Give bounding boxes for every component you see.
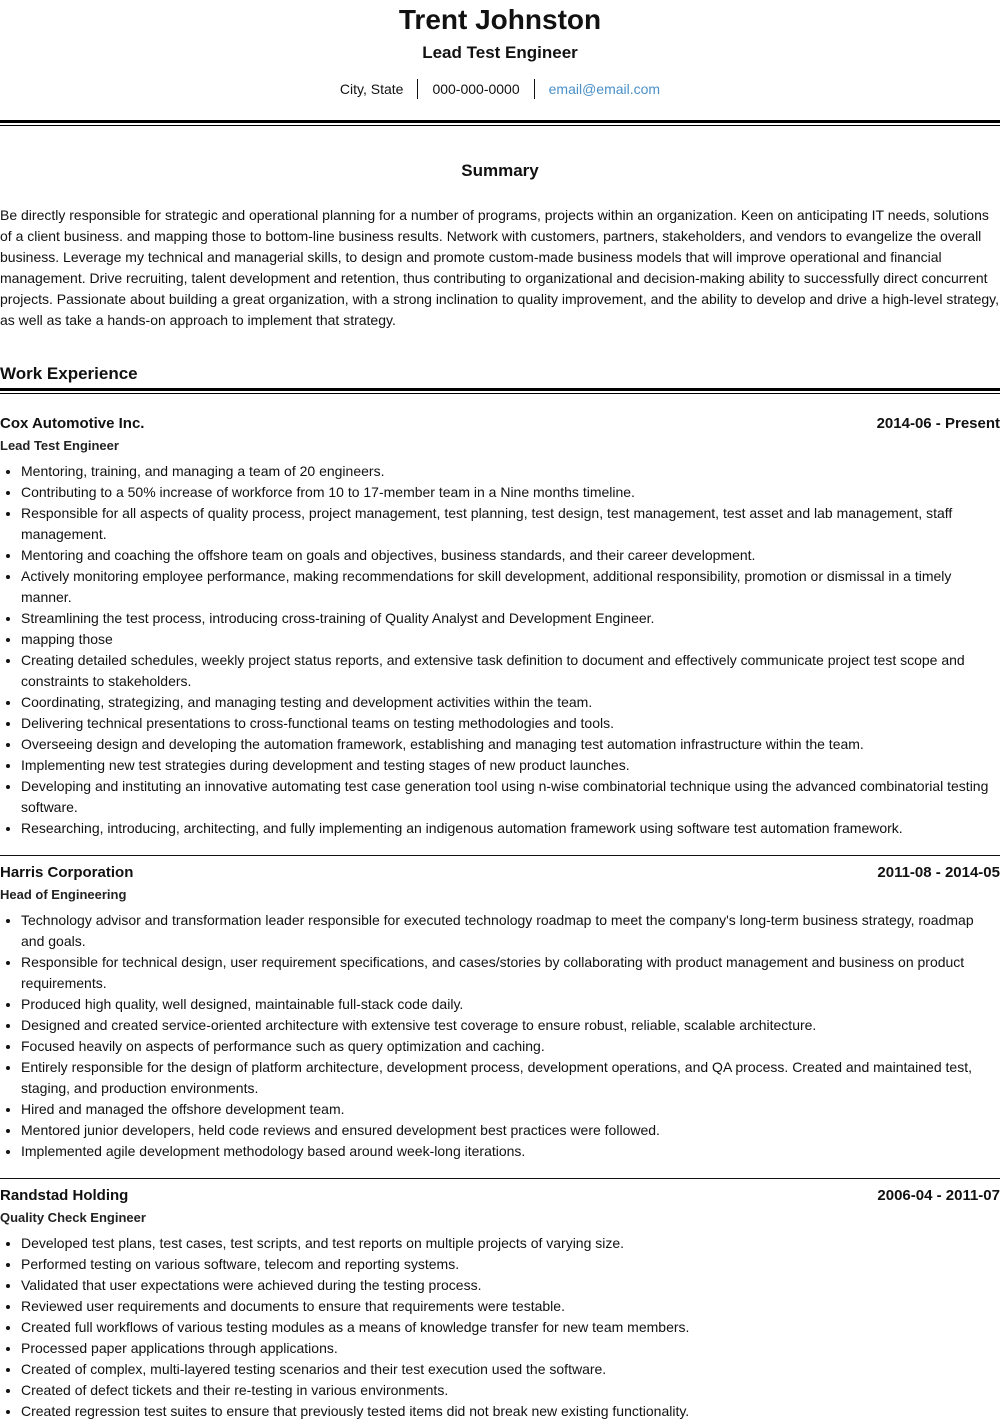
job-dates: 2011-08 - 2014-05	[877, 864, 1000, 881]
job-bullet: • Technology advisor and transformation leader responsible for executed technology roadmap to meet the company's long-term business strategy, roadmap and goals.	[21, 910, 1000, 952]
job-bullet: • Delivering technical presentations to cross-functional teams on testing methodologies and tools.	[21, 713, 1000, 734]
job-bullet: • Developing and instituting an innovative automating test case generation tool using n-wise combinatorial technique using the advanced combinatorial testing software.	[21, 776, 1000, 818]
job-company: Randstad Holding	[0, 1187, 129, 1204]
contact-location: City, State	[339, 81, 404, 97]
job-company: Cox Automotive Inc.	[0, 415, 145, 432]
job-bullet: • Overseeing design and developing the automation framework, establishing and managing test automation infrastructure within the team.	[21, 734, 1000, 755]
job-dates: 2014-06 - Present	[876, 415, 1000, 432]
job-header	[0, 863, 1000, 883]
job-role: Lead Test Engineer	[0, 438, 119, 453]
contact-phone: 000-000-0000	[417, 79, 533, 99]
job-bullet: • Implemented agile development methodology based around week-long iterations.	[21, 1141, 1000, 1162]
job-role: Quality Check Engineer	[0, 1210, 146, 1225]
job-bullet: • Created of defect tickets and their re-testing in various environments.	[21, 1380, 1000, 1401]
header-divider	[0, 120, 1000, 126]
job-bullet: • Performed testing on various software, telecom and reporting systems.	[21, 1254, 1000, 1275]
job-company: Harris Corporation	[0, 864, 134, 881]
job-bullet: • Designed and created service-oriented architecture with extensive test coverage to ensure robust, reliable, scalable architecture.	[21, 1015, 1000, 1036]
work-experience-heading: Work Experience	[0, 364, 138, 383]
resume-header	[0, 0, 1000, 99]
job-bullet: • Created of complex, multi-layered testing scenarios and their test execution used the software.	[21, 1359, 1000, 1380]
job-bullet: • Responsible for all aspects of quality process, project management, test planning, test design, test management, test asset and lab management, staff management.	[21, 503, 1000, 545]
job-bullet: • Implementing new test strategies during development and testing stages of new product launches.	[21, 755, 1000, 776]
job-bullet: • Validated that user expectations were achieved during the testing process.	[21, 1275, 1000, 1296]
candidate-title: Lead Test Engineer	[422, 43, 578, 62]
job-bullet: • Mentored junior developers, held code reviews and ensured development best practices were followed.	[21, 1120, 1000, 1141]
job-bullet: • Coordinating, strategizing, and managing testing and development activities within the team.	[21, 692, 1000, 713]
job-bullet: • Responsible for technical design, user requirement specifications, and cases/stories by collaborating with product management and business on product requirements.	[21, 952, 1000, 994]
contact-row	[0, 79, 1000, 99]
job-role: Head of Engineering	[0, 887, 127, 902]
job-bullet-list	[0, 461, 1000, 839]
job-bullet-list	[0, 910, 1000, 1162]
contact-email-link[interactable]: email@email.com	[534, 79, 674, 99]
job-header	[0, 1186, 1000, 1206]
job-bullet: • Entirely responsible for the design of platform architecture, development process, development operations, and QA process. Created and maintained test, staging, and production environments.	[21, 1057, 1000, 1099]
job-entry	[0, 394, 1000, 839]
job-bullet: • mapping those	[21, 629, 1000, 650]
job-list	[0, 394, 1000, 1422]
job-entry	[0, 855, 1000, 1162]
candidate-name: Trent Johnston	[398, 4, 602, 35]
job-bullet: • Mentoring, training, and managing a team of 20 engineers.	[21, 461, 1000, 482]
summary-heading: Summary	[461, 161, 539, 180]
job-bullet: • Created regression test suites to ensure that previously tested items did not break new existing functionality.	[21, 1401, 1000, 1422]
job-entry	[0, 1178, 1000, 1422]
job-bullet: • Actively monitoring employee performance, making recommendations for skill development, additional responsibility, promotion or dismissal in a timely manner.	[21, 566, 1000, 608]
job-header	[0, 414, 1000, 434]
job-bullet-list	[0, 1233, 1000, 1422]
job-bullet: • Mentoring and coaching the offshore team on goals and objectives, business standards, and their career development.	[21, 545, 1000, 566]
job-bullet: • Contributing to a 50% increase of workforce from 10 to 17-member team in a Nine months timeline.	[21, 482, 1000, 503]
job-bullet: • Streamlining the test process, introducing cross-training of Quality Analyst and Development Engineer.	[21, 608, 1000, 629]
job-bullet: • Reviewed user requirements and documents to ensure that requirements were testable.	[21, 1296, 1000, 1317]
job-bullet: • Produced high quality, well designed, maintainable full-stack code daily.	[21, 994, 1000, 1015]
summary-text: Be directly responsible for strategic and operational planning for a number of programs, projects within an organization. Keen on anticipating IT needs, solutions of a client business. and mapping those to bottom-line business results. Network with customers, partners, stakeholders, and vendors to evangelize the overall business. Leverage my technical and managerial skills, to design and promote custom-made business models that will improve operational and financial management. Drive recruiting, talent development and retention, thus contributing to organizational and decision-making ability to successfully direct concurrent projects. Passionate about building a great organization, with a strong inclination to quality improvement, and the ability to develop and drive a high-level strategy, as well as take a hands-on approach to implement that strategy.	[0, 207, 999, 328]
job-bullet: • Researching, introducing, architecting, and fully implementing an indigenous automation framework using software test automation framework.	[21, 818, 1000, 839]
job-bullet: • Creating detailed schedules, weekly project status reports, and extensive task definition to document and effectively communicate project test scope and constraints to stakeholders.	[21, 650, 1000, 692]
job-bullet: • Created full workflows of various testing modules as a means of knowledge transfer for new team members.	[21, 1317, 1000, 1338]
job-bullet: • Processed paper applications through applications.	[21, 1338, 1000, 1359]
job-bullet: • Focused heavily on aspects of performance such as query optimization and caching.	[21, 1036, 1000, 1057]
job-bullet: • Hired and managed the offshore development team.	[21, 1099, 1000, 1120]
job-dates: 2006-04 - 2011-07	[877, 1187, 1000, 1204]
job-bullet: • Developed test plans, test cases, test scripts, and test reports on multiple projects of varying size.	[21, 1233, 1000, 1254]
